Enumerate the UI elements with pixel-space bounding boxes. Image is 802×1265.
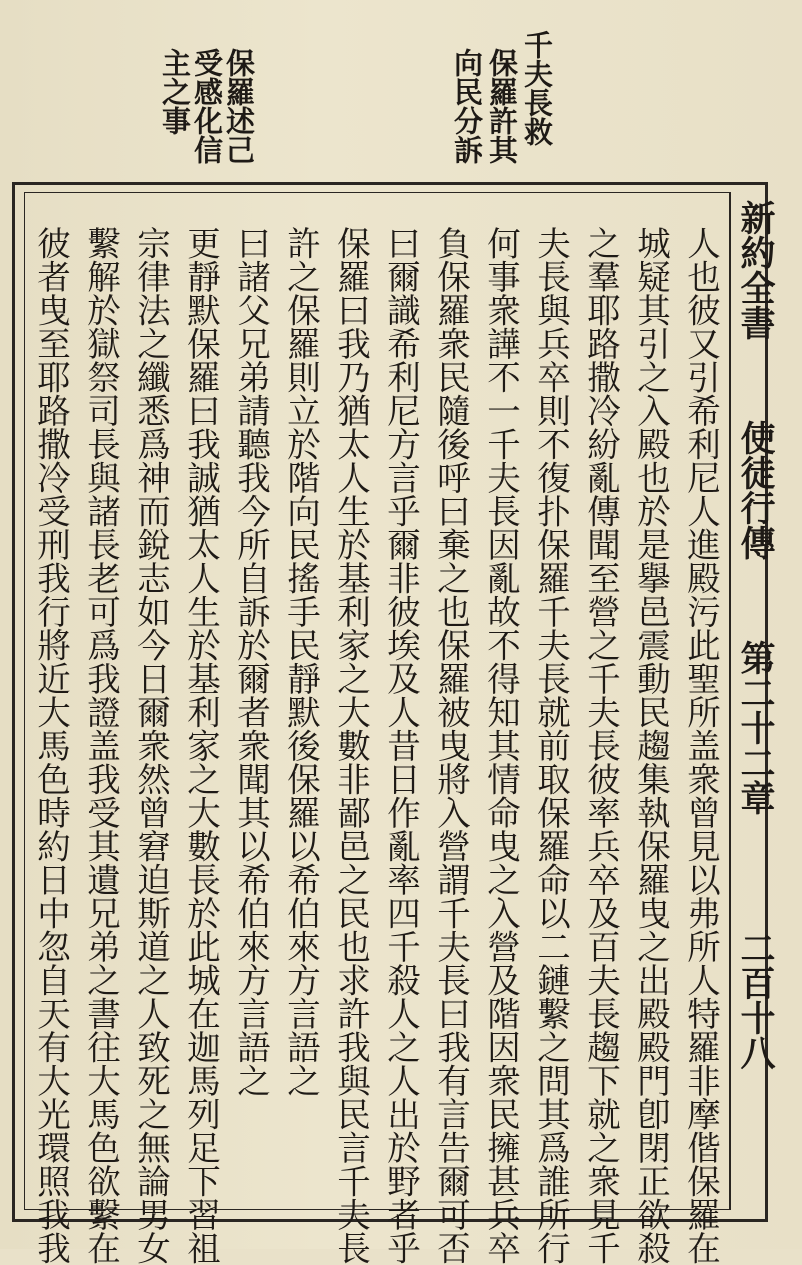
text-column: 曰爾識希利尼方言乎爾非彼埃及人昔日作亂率四千殺人之人出於野者乎 (381, 226, 421, 1265)
text-column: 之羣耶路撒冷紛亂傳聞至營之千夫長彼率兵卒及百夫長趨下就之衆見千 (581, 226, 621, 1265)
page-border-inner (24, 192, 730, 1210)
text-column: 保羅曰我乃猶太人生於基利家之大數非鄙邑之民也求許我與民言千夫長 (331, 226, 371, 1265)
margin-note-line: 保羅述己 (222, 48, 256, 164)
text-column: 更靜默保羅曰我誠猶太人生於基利家之大數長於此城在迦馬列足下習祖 (181, 226, 221, 1265)
chapter-label: 第二十二章 (735, 640, 776, 815)
margin-note-line: 保羅許其 (485, 48, 519, 164)
margin-note-line: 向民分訴 (450, 48, 484, 164)
text-column: 夫長與兵卒則不復扑保羅千夫長就前取保羅命以二鏈繫之問其爲誰所行 (531, 226, 571, 1265)
margin-note-line: 受感化信 (190, 48, 224, 164)
margin-note-line: 千夫長救 (520, 30, 554, 146)
text-column: 宗律法之纖悉爲神而銳志如今日爾衆然曾窘迫斯道之人致死之無論男女 (131, 226, 171, 1265)
text-column: 彼者曳至耶路撒冷受刑我行將近大馬色時約日中忽自天有大光環照我我 (31, 226, 71, 1265)
page-number: 二百十八 (735, 930, 776, 1070)
text-column: 人也彼又引希利尼人進殿污此聖所盖衆曾見以弗所人特羅非摩偕保羅在 (681, 226, 721, 1265)
book-title: 新約全書 (735, 200, 776, 340)
text-column: 負保羅衆民隨後呼曰棄之也保羅被曳將入營謂千夫長曰我有言告爾可否 (431, 226, 471, 1265)
text-column: 何事衆譁不一千夫長因亂故不得知其情命曳之入營及階因衆民擁甚兵卒 (481, 226, 521, 1265)
margin-note-line: 主之事 (158, 48, 192, 135)
text-column: 曰諸父兄弟請聽我今所自訴於爾者衆聞其以希伯來方言語之 (231, 226, 271, 1097)
text-column: 繫解於獄祭司長與諸長老可爲我證盖我受其遺兄弟之書往大馬色欲繫在 (81, 226, 121, 1265)
section-title: 使徒行傳 (735, 420, 776, 560)
text-column: 許之保羅則立於階向民搖手民靜默後保羅以希伯來方言語之 (281, 226, 321, 1097)
header-divider (729, 192, 731, 1210)
text-column: 城疑其引之入殿也於是擧邑震動民趨集執保羅曳之出殿殿門卽閉正欲殺 (631, 226, 671, 1265)
